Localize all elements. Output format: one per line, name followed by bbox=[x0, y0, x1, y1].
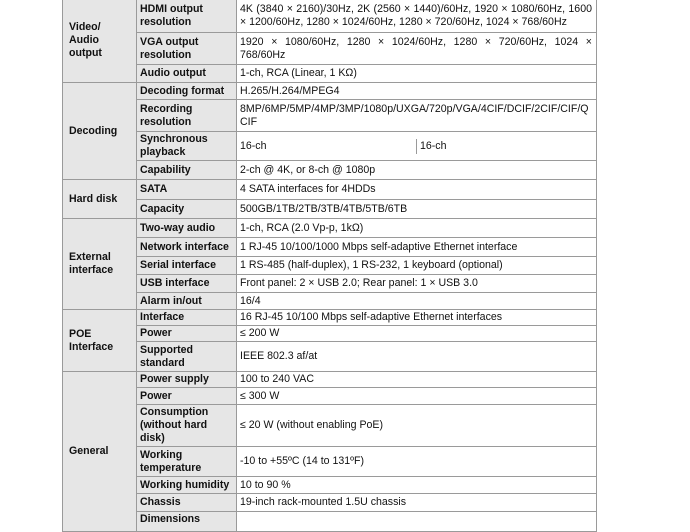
category-external-interface: External interface bbox=[63, 219, 137, 310]
spec-value: 2-ch @ 4K, or 8-ch @ 1080p bbox=[237, 161, 597, 180]
spec-label: Supported standard bbox=[137, 342, 237, 372]
spec-label: Audio output bbox=[137, 65, 237, 83]
spec-value: -10 to +55ºC (14 to 131ºF) bbox=[237, 447, 597, 477]
table-row bbox=[63, 161, 597, 180]
table-row bbox=[63, 447, 597, 477]
spec-value: Front panel: 2 × USB 2.0; Rear panel: 1 × USB 3.0 bbox=[237, 275, 597, 293]
spec-label: Working humidity bbox=[137, 477, 237, 494]
table-row bbox=[63, 257, 597, 275]
table-row bbox=[63, 65, 597, 83]
table-row bbox=[63, 372, 597, 388]
spec-value: 100 to 240 VAC bbox=[237, 372, 597, 388]
spec-label: HDMI output resolution bbox=[137, 0, 237, 33]
spec-label: Working temperature bbox=[137, 447, 237, 477]
table-row bbox=[63, 388, 597, 405]
table-row bbox=[63, 310, 597, 326]
spec-label: Capability bbox=[137, 161, 237, 180]
spec-value: 1-ch, RCA (Linear, 1 KΩ) bbox=[237, 65, 597, 83]
table-row bbox=[63, 238, 597, 257]
spec-label: Synchronous playback bbox=[137, 132, 237, 161]
spec-value: 500GB/1TB/2TB/3TB/4TB/5TB/6TB bbox=[237, 200, 597, 219]
spec-table bbox=[62, 0, 597, 532]
spec-label: Network interface bbox=[137, 238, 237, 257]
table-row bbox=[63, 342, 597, 372]
spec-label: Alarm in/out bbox=[137, 293, 237, 310]
spec-label: Two-way audio bbox=[137, 219, 237, 238]
spec-value: 10 to 90 % bbox=[237, 477, 597, 494]
category-poe-interface: POE Interface bbox=[63, 310, 137, 372]
spec-label: Recording resolution bbox=[137, 100, 237, 132]
table-row bbox=[63, 275, 597, 293]
spec-label: Chassis bbox=[137, 494, 237, 512]
category-general: General bbox=[63, 372, 137, 532]
spec-value: 16 RJ-45 10/100 Mbps self-adaptive Ethernet interfaces bbox=[237, 310, 597, 326]
table-row bbox=[63, 132, 597, 161]
table-row bbox=[63, 33, 597, 65]
table-row bbox=[63, 477, 597, 494]
spec-value: 16/4 bbox=[237, 293, 597, 310]
spec-label: Power bbox=[137, 326, 237, 342]
spec-value: ≤ 20 W (without enabling PoE) bbox=[237, 405, 597, 447]
spec-value: 19-inch rack-mounted 1.5U chassis bbox=[237, 494, 597, 512]
table-row bbox=[63, 0, 597, 33]
spec-label: Interface bbox=[137, 310, 237, 326]
spec-value: 4 SATA interfaces for 4HDDs bbox=[237, 180, 597, 200]
category-hard-disk: Hard disk bbox=[63, 180, 137, 219]
spec-value: IEEE 802.3 af/at bbox=[237, 342, 597, 372]
table-row bbox=[63, 219, 597, 238]
table-row bbox=[63, 180, 597, 200]
spec-value bbox=[237, 512, 597, 532]
table-row bbox=[63, 83, 597, 100]
spec-label: Power supply bbox=[137, 372, 237, 388]
spec-value: 1-ch, RCA (2.0 Vp-p, 1kΩ) bbox=[237, 219, 597, 238]
table-row bbox=[63, 512, 597, 532]
spec-value: H.265/H.264/MPEG4 bbox=[237, 83, 597, 100]
table-row bbox=[63, 293, 597, 310]
spec-value: 1 RJ-45 10/100/1000 Mbps self-adaptive Ethernet interface bbox=[237, 238, 597, 257]
table-row bbox=[63, 200, 597, 219]
spec-label: Decoding format bbox=[137, 83, 237, 100]
spec-label: Capacity bbox=[137, 200, 237, 219]
table-row bbox=[63, 405, 597, 447]
spec-value-split bbox=[237, 132, 597, 161]
category-video-audio-output: Video/ Audio output bbox=[63, 0, 137, 83]
spec-label: Consumption (without hard disk) bbox=[137, 405, 237, 447]
spec-label: VGA output resolution bbox=[137, 33, 237, 65]
spec-label: Power bbox=[137, 388, 237, 405]
spec-label: SATA bbox=[137, 180, 237, 200]
spec-value: 8MP/6MP/5MP/4MP/3MP/1080p/UXGA/720p/VGA/4CIF/DCIF/2CIF/CIF/QCIF bbox=[237, 100, 597, 132]
spec-value: ≤ 200 W bbox=[237, 326, 597, 342]
category-decoding: Decoding bbox=[63, 83, 137, 180]
spec-value-left: 16-ch bbox=[240, 139, 267, 152]
spec-value: ≤ 300 W bbox=[237, 388, 597, 405]
spec-value: 1920 × 1080/60Hz, 1280 × 1024/60Hz, 1280 × 720/60Hz, 1024 × 768/60Hz bbox=[237, 33, 597, 65]
table-row bbox=[63, 494, 597, 512]
spec-label: Serial interface bbox=[137, 257, 237, 275]
spec-label: Dimensions bbox=[137, 512, 237, 532]
table-row bbox=[63, 100, 597, 132]
spec-value-right: 16-ch bbox=[416, 139, 596, 154]
spec-value: 1 RS-485 (half-duplex), 1 RS-232, 1 keyboard (optional) bbox=[237, 257, 597, 275]
spec-value: 4K (3840 × 2160)/30Hz, 2K (2560 × 1440)/60Hz, 1920 × 1080/60Hz, 1600 × 1200/60Hz, 1280 × 1024/60Hz, 1280 × 720/60Hz, 1024 × 768/60Hz bbox=[237, 0, 597, 33]
spec-label: USB interface bbox=[137, 275, 237, 293]
table-row bbox=[63, 326, 597, 342]
